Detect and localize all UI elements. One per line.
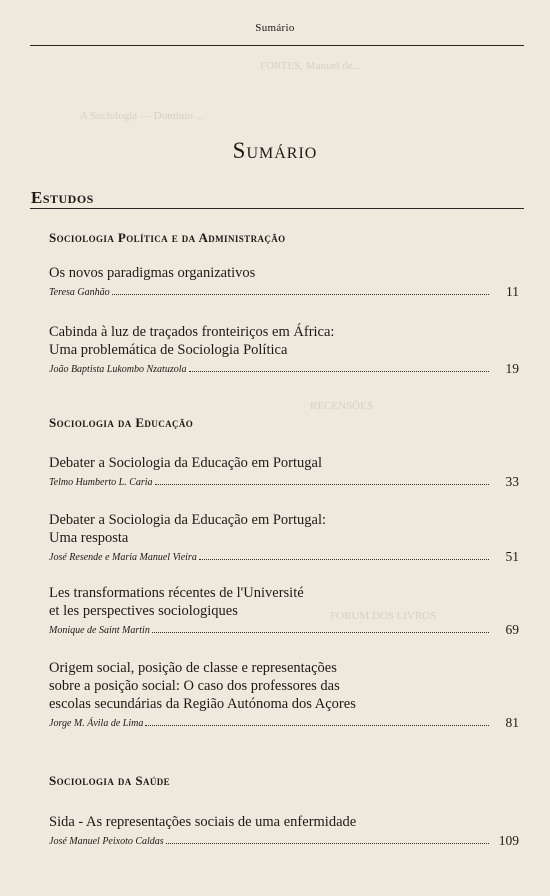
entry-title: sobre a posição social: O caso dos professores das xyxy=(49,678,340,694)
dot-leader xyxy=(199,559,489,560)
toc-entry[interactable] xyxy=(49,511,519,563)
entry-line xyxy=(49,359,519,375)
dot-leader xyxy=(166,843,489,844)
toc-entry[interactable] xyxy=(49,584,519,636)
entry-title: escolas secundárias da Região Autónoma dos Açores xyxy=(49,696,356,712)
bleed-through-text: RECENSÕES xyxy=(310,400,373,412)
part-rule xyxy=(30,208,524,209)
toc-entry[interactable] xyxy=(49,454,519,488)
entry-title: Cabinda à luz de traçados fronteiriços em África: xyxy=(49,324,335,340)
page-number: 81 xyxy=(505,715,519,730)
entry-title: Debater a Sociologia da Educação em Portugal: xyxy=(49,512,327,528)
page-number: 51 xyxy=(505,549,519,564)
entry-title: Uma resposta xyxy=(49,530,129,546)
page-number: 11 xyxy=(506,284,519,299)
entry-title: Origem social, posição de classe e representações xyxy=(49,660,337,676)
dot-leader xyxy=(112,294,489,295)
page-number: 69 xyxy=(505,622,519,637)
entry-author: Teresa Ganhão xyxy=(49,287,110,298)
entry-title: Les transformations récentes de l'Université xyxy=(49,585,304,601)
entry-title: et les perspectives sociologiques xyxy=(49,603,238,619)
toc-entry[interactable] xyxy=(49,659,519,729)
toc-entry[interactable] xyxy=(49,813,519,847)
entry-author: José Manuel Peixoto Caldas xyxy=(49,836,164,847)
section-heading: Sociologia da Saúde xyxy=(49,773,171,788)
entry-line xyxy=(49,831,519,847)
section-heading: Sociologia Política e da Administração xyxy=(49,230,286,245)
section-heading: Sociologia da Educação xyxy=(49,415,194,430)
toc-entry[interactable] xyxy=(49,323,519,375)
dot-leader xyxy=(155,484,489,485)
entry-title: Debater a Sociologia da Educação em Portugal xyxy=(49,455,322,471)
entry-line xyxy=(49,547,519,563)
page-number: 109 xyxy=(498,833,519,848)
entry-author: Monique de Saint Martin xyxy=(49,625,150,636)
entry-line xyxy=(49,472,519,488)
entry-author: Jorge M. Ávila de Lima xyxy=(49,718,144,729)
bleed-through-text: FORTES, Manuel de... xyxy=(260,60,361,72)
part-heading: Estudos xyxy=(31,188,94,207)
page-title: Sumário xyxy=(232,138,318,163)
entry-author: Telmo Humberto L. Caria xyxy=(49,477,153,488)
dot-leader xyxy=(189,371,489,372)
entry-line xyxy=(49,282,519,298)
page-number: 19 xyxy=(505,361,519,376)
entry-author: José Resende e Maria Manuel Vieira xyxy=(49,552,197,563)
entry-line xyxy=(49,713,519,729)
entry-title: Os novos paradigmas organizativos xyxy=(49,265,256,281)
bleed-through-text: A Sociologia — Domínio ... xyxy=(80,110,204,122)
entry-title: Sida - As representações sociais de uma enfermidade xyxy=(49,814,357,830)
running-head: Sumário xyxy=(255,22,295,34)
dot-leader xyxy=(145,725,489,726)
bleed-through-text: FORUM DOS LIVROS xyxy=(330,610,437,622)
entry-title: Uma problemática de Sociologia Política xyxy=(49,342,288,358)
header-rule xyxy=(30,45,524,46)
entry-author: João Baptista Lukombo Nzatuzola xyxy=(49,364,187,375)
entry-line xyxy=(49,620,519,636)
page-number: 33 xyxy=(505,474,519,489)
dot-leader xyxy=(152,632,489,633)
toc-entry[interactable] xyxy=(49,264,519,298)
